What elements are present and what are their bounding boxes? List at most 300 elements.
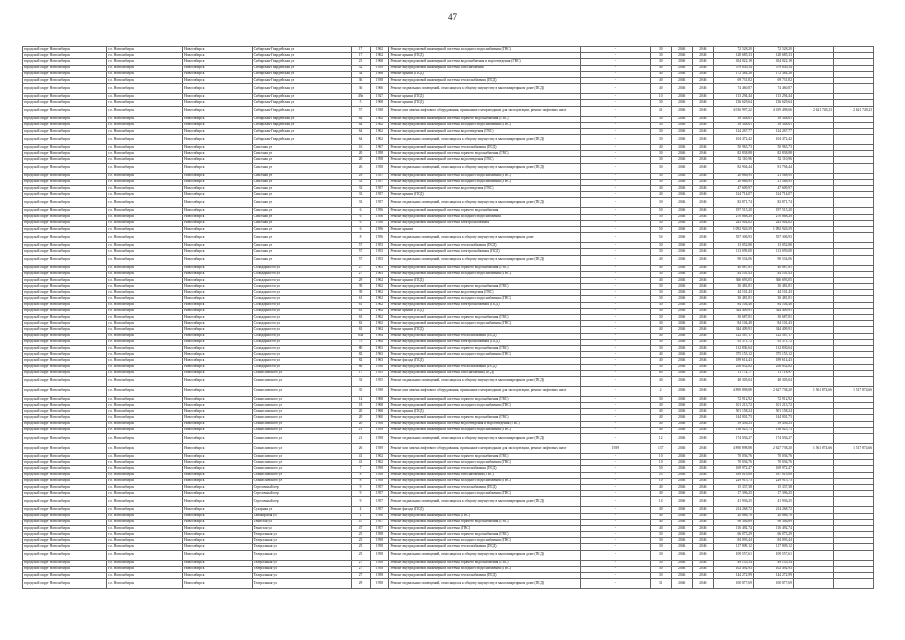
municipality-cell: городской округ Новосибирск: [23, 128, 107, 134]
start-year-cell: 2046: [671, 163, 692, 173]
street-cell: Сиастная ул: [252, 151, 351, 157]
street-cell: Сиастная ул: [252, 186, 351, 192]
year-built-cell: 1955: [370, 370, 389, 376]
street-cell: Солидарности ул: [252, 327, 351, 333]
lifetime-cell: 40: [650, 255, 671, 265]
municipality-cell: городской округ Новосибирск: [23, 466, 107, 472]
work-type-cell: Ремонт подвальных помещений, относящихся к общему имуществу в многоквартирном доме (ПСД): [389, 163, 581, 173]
start-year-cell: 2046: [671, 358, 692, 364]
district-cell: г.о. Новосибирск: [107, 128, 183, 134]
district-cell: г.о. Новосибирск: [107, 538, 183, 544]
end-year-cell: 2046: [692, 173, 713, 179]
amount-cell: 13 052,80: [753, 243, 793, 249]
year-built-cell: 1962: [370, 460, 389, 466]
year-built-cell: 1962: [370, 290, 389, 296]
district-cell: г.о. Новосибирск: [107, 71, 183, 77]
start-year-cell: 2046: [671, 220, 692, 226]
district-cell: г.о. Новосибирск: [107, 135, 183, 145]
start-year-cell: 2046: [671, 376, 692, 386]
year-built-cell: 1956: [370, 364, 389, 370]
end-year-cell: 2046: [692, 277, 713, 283]
house-cell: 21: [351, 434, 370, 444]
municipality-cell: городской округ Новосибирск: [23, 308, 107, 314]
year-built-cell: 1958: [370, 466, 389, 472]
year-built-cell: 1958: [370, 163, 389, 173]
city-cell: Новосибирск: [183, 315, 253, 321]
year-built-cell: 1957: [370, 192, 389, 198]
work-type-cell: Ремонт внутридомовой инженерной системы горячего водоснабжения (ГВС): [389, 560, 581, 566]
lifetime-cell: 40: [650, 71, 671, 77]
cost-cell: 82 904,44: [713, 163, 753, 173]
start-year-cell: 2046: [671, 128, 692, 134]
total-cell: [833, 376, 873, 386]
lifetime-cell: 40: [650, 519, 671, 525]
district-cell: г.о. Новосибирск: [107, 265, 183, 271]
municipality-cell: городской округ Новосибирск: [23, 122, 107, 128]
start-year-cell: 2046: [671, 579, 692, 589]
year-built-cell: 1962: [370, 302, 389, 308]
city-cell: Новосибирск: [183, 434, 253, 444]
street-cell: Станиславского ул: [252, 466, 351, 472]
end-year-cell: 2046: [692, 532, 713, 538]
house-cell: 8: [351, 478, 370, 484]
house-cell: 8: [351, 472, 370, 478]
lifetime-cell: 30: [650, 284, 671, 290]
start-year-cell: 2046: [671, 290, 692, 296]
type-cell: -: [581, 491, 651, 497]
cost-cell: 366 693,05: [713, 277, 753, 283]
district-cell: г.о. Новосибирск: [107, 255, 183, 265]
city-cell: Новосибирск: [183, 358, 253, 364]
lifetime-cell: 30: [650, 249, 671, 255]
type-cell: -: [581, 233, 651, 243]
amount-cell: 344 409,91: [753, 308, 793, 314]
cost-cell: 174 036,27: [713, 434, 753, 444]
end-year-cell: 2046: [692, 186, 713, 192]
house-cell: 63: [351, 315, 370, 321]
street-cell: Станиславского ул: [252, 444, 351, 454]
work-type-cell: Ремонт крыши (ПСД): [389, 192, 581, 198]
municipality-cell: городской округ Новосибирск: [23, 352, 107, 358]
district-cell: г.о. Новосибирск: [107, 550, 183, 560]
house-cell: 39: [351, 290, 370, 296]
municipality-cell: городской округ Новосибирск: [23, 233, 107, 243]
type-cell: -: [581, 327, 651, 333]
amount-cell: 112 830,64: [753, 345, 793, 351]
year-built-cell: 1962: [370, 128, 389, 134]
district-cell: г.о. Новосибирск: [107, 497, 183, 507]
house-cell: 29: [351, 579, 370, 589]
type-cell: -: [581, 145, 651, 151]
street-cell: Сиастная ул: [252, 163, 351, 173]
municipality-cell: городской округ Новосибирск: [23, 192, 107, 198]
district-cell: г.о. Новосибирск: [107, 106, 183, 116]
type-cell: -: [581, 284, 651, 290]
start-year-cell: 2046: [671, 472, 692, 478]
district-cell: г.о. Новосибирск: [107, 525, 183, 531]
city-cell: Новосибирск: [183, 214, 253, 220]
house-cell: 5: [351, 100, 370, 106]
street-cell: Станиславского ул: [252, 472, 351, 478]
lifetime-cell: 30: [650, 220, 671, 226]
district-cell: г.о. Новосибирск: [107, 454, 183, 460]
house-cell: 17: [351, 370, 370, 376]
start-year-cell: 2046: [671, 525, 692, 531]
district-cell: г.о. Новосибирск: [107, 376, 183, 386]
amount-cell: 92 371,72: [753, 339, 793, 345]
street-cell: Станиславского ул: [252, 427, 351, 433]
end-year-cell: 2046: [692, 491, 713, 497]
year-built-cell: 1938: [370, 77, 389, 83]
type-cell: -: [581, 409, 651, 415]
city-cell: Новосибирск: [183, 415, 253, 421]
city-cell: Новосибирск: [183, 192, 253, 198]
amount-cell: 256 632,82: [753, 364, 793, 370]
work-type-cell: Ремонт внутридомовой инженерной системы холодного водоснабжения (ГВС): [389, 427, 581, 433]
start-year-cell: 2046: [671, 122, 692, 128]
municipality-cell: городской округ Новосибирск: [23, 403, 107, 409]
type-cell: -: [581, 345, 651, 351]
cost-cell: 256 632,82: [713, 364, 753, 370]
lifetime-cell: 30: [650, 573, 671, 579]
start-year-cell: 2046: [671, 71, 692, 77]
type-cell: -: [581, 454, 651, 460]
municipality-cell: городской округ Новосибирск: [23, 444, 107, 454]
cost-cell: 379 630,34: [713, 65, 753, 71]
start-year-cell: 2046: [671, 444, 692, 454]
type-cell: -: [581, 249, 651, 255]
municipality-cell: городской округ Новосибирск: [23, 538, 107, 544]
work-type-cell: Ремонт внутридомовой инженерной системы холодного водоснабжения (ГВС): [389, 538, 581, 544]
year-built-cell: 1957: [370, 491, 389, 497]
start-year-cell: 2046: [671, 94, 692, 100]
house-cell: 57: [351, 255, 370, 265]
end-year-cell: 2046: [692, 454, 713, 460]
subtotal-cell: 2 621 749,23: [793, 106, 833, 116]
municipality-cell: городской округ Новосибирск: [23, 47, 107, 53]
end-year-cell: 2046: [692, 116, 713, 122]
type-cell: -: [581, 106, 651, 116]
start-year-cell: 2046: [671, 208, 692, 214]
year-built-cell: 1953: [370, 249, 389, 255]
cost-cell: 172 384,28: [713, 71, 753, 77]
city-cell: Новосибирск: [183, 290, 253, 296]
city-cell: Новосибирск: [183, 544, 253, 550]
table-body: [23, 47, 874, 589]
house-cell: 47: [351, 525, 370, 531]
city-cell: Новосибирск: [183, 560, 253, 566]
year-built-cell: 1962: [370, 277, 389, 283]
street-cell: Театральная ул: [252, 544, 351, 550]
municipality-cell: городской округ Новосибирск: [23, 226, 107, 232]
house-cell: 64: [351, 122, 370, 128]
start-year-cell: 2046: [671, 434, 692, 444]
amount-cell: 214 268,72: [753, 507, 793, 513]
amount-cell: 379 630,34: [753, 65, 793, 71]
work-type-cell: Ремонт крыши: [389, 226, 581, 232]
cost-cell: 113 294,44: [713, 94, 753, 100]
district-cell: г.о. Новосибирск: [107, 59, 183, 65]
cost-cell: 144 001,73: [713, 415, 753, 421]
year-built-cell: 1959: [370, 427, 389, 433]
cost-cell: 113 059,00: [713, 249, 753, 255]
lifetime-cell: 40: [650, 409, 671, 415]
amount-cell: 30 481,81: [753, 296, 793, 302]
district-cell: г.о. Новосибирск: [107, 560, 183, 566]
type-cell: -: [581, 415, 651, 421]
type-cell: -: [581, 566, 651, 572]
subtotal-cell: 1 561 874,66: [793, 386, 833, 396]
work-type-cell: Ремонт внутридомовой инженерной системы теплоснабжения (ПСД): [389, 364, 581, 370]
amount-cell: 47 609,97: [753, 186, 793, 192]
type-cell: -: [581, 579, 651, 589]
year-built-cell: 1960: [370, 415, 389, 421]
lifetime-cell: 40: [650, 507, 671, 513]
district-cell: г.о. Новосибирск: [107, 53, 183, 59]
street-cell: Сибирская-Гвардейская ул: [252, 106, 351, 116]
street-cell: Сиастная ул: [252, 145, 351, 151]
lifetime-cell: 40: [650, 427, 671, 433]
total-cell: [833, 84, 873, 94]
city-cell: Новосибирск: [183, 308, 253, 314]
year-built-cell: 1963: [370, 345, 389, 351]
city-cell: Новосибирск: [183, 186, 253, 192]
start-year-cell: 2046: [671, 532, 692, 538]
end-year-cell: 2046: [692, 65, 713, 71]
total-cell: [833, 255, 873, 265]
year-built-cell: 1966: [370, 84, 389, 94]
start-year-cell: 2046: [671, 77, 692, 83]
type-cell: -: [581, 358, 651, 364]
lifetime-cell: 30: [650, 532, 671, 538]
municipality-cell: городской округ Новосибирск: [23, 173, 107, 179]
amount-cell: 98 346,69: [753, 519, 793, 525]
lifetime-cell: 10: [650, 460, 671, 466]
start-year-cell: 2046: [671, 403, 692, 409]
cost-cell: 52 110,96: [713, 157, 753, 163]
end-year-cell: 2046: [692, 327, 713, 333]
work-type-cell: Ремонт или замена лифтового оборудования, признанного непригодным для эксплуатации, ремонт лифтовых шахт: [389, 106, 581, 116]
amount-cell: 375 153,12: [753, 352, 793, 358]
cost-cell: 124 267,77: [713, 128, 753, 134]
year-built-cell: 1963: [370, 352, 389, 358]
type-cell: -: [581, 472, 651, 478]
municipality-cell: городской округ Новосибирск: [23, 484, 107, 490]
year-built-cell: 1958: [370, 538, 389, 544]
amount-cell: 116 492,74: [753, 525, 793, 531]
house-cell: 6: [351, 214, 370, 220]
total-cell: [833, 497, 873, 507]
street-cell: Солидарности ул: [252, 302, 351, 308]
cost-cell: 82 838,88: [713, 151, 753, 157]
total-cell: 1 517 874,66: [833, 386, 873, 396]
amount-cell: 74 460,87: [753, 84, 793, 94]
district-cell: г.о. Новосибирск: [107, 243, 183, 249]
house-cell: 39: [351, 284, 370, 290]
cost-cell: 66 073,29: [713, 532, 753, 538]
type-cell: -: [581, 333, 651, 339]
end-year-cell: 2046: [692, 151, 713, 157]
type-cell: -: [581, 220, 651, 226]
amount-cell: 109 557,61: [753, 550, 793, 560]
subtotal-cell: [793, 579, 833, 589]
street-cell: Театральная ул: [252, 532, 351, 538]
cost-cell: 70 036,76: [713, 454, 753, 460]
street-cell: Станиславского ул: [252, 454, 351, 460]
street-cell: Станиславского ул: [252, 421, 351, 427]
end-year-cell: 2046: [692, 370, 713, 376]
year-built-cell: 1956: [370, 208, 389, 214]
end-year-cell: 2046: [692, 415, 713, 421]
cost-cell: 69 731,82: [713, 77, 753, 83]
lifetime-cell: 40: [650, 421, 671, 427]
end-year-cell: 2046: [692, 538, 713, 544]
district-cell: г.о. Новосибирск: [107, 308, 183, 314]
end-year-cell: 2046: [692, 339, 713, 345]
amount-cell: 366 693,05: [753, 277, 793, 283]
lifetime-cell: 40: [650, 491, 671, 497]
type-cell: -: [581, 271, 651, 277]
end-year-cell: 2046: [692, 249, 713, 255]
city-cell: Новосибирск: [183, 566, 253, 572]
amount-cell: 2 627 738,20: [753, 444, 793, 454]
type-cell: -: [581, 315, 651, 321]
amount-cell: 501 158,24: [753, 409, 793, 415]
table-row: [23, 579, 874, 589]
cost-cell: 39 348,61: [713, 122, 753, 128]
lifetime-cell: 40: [650, 333, 671, 339]
city-cell: Новосибирск: [183, 220, 253, 226]
end-year-cell: 2046: [692, 243, 713, 249]
year-built-cell: 1953: [370, 255, 389, 265]
cost-cell: 117 809,12: [713, 544, 753, 550]
municipality-cell: городской округ Новосибирск: [23, 566, 107, 572]
year-built-cell: 1957: [370, 186, 389, 192]
start-year-cell: 2046: [671, 106, 692, 116]
house-cell: 61: [351, 302, 370, 308]
municipality-cell: городской округ Новосибирск: [23, 179, 107, 185]
amount-cell: 84 104,40: [753, 302, 793, 308]
start-year-cell: 2046: [671, 100, 692, 106]
municipality-cell: городской округ Новосибирск: [23, 84, 107, 94]
municipality-cell: городской округ Новосибирск: [23, 327, 107, 333]
street-cell: Солидарности ул: [252, 352, 351, 358]
work-type-cell: Ремонт внутридомовой инженерной системы горячего водоснабжения (ГВС): [389, 519, 581, 525]
cost-cell: 109 557,61: [713, 550, 753, 560]
lifetime-cell: 40: [650, 327, 671, 333]
city-cell: Новосибирск: [183, 396, 253, 402]
year-built-cell: 1958: [370, 472, 389, 478]
district-cell: г.о. Новосибирск: [107, 65, 183, 71]
table-row: [23, 233, 874, 243]
type-cell: -: [581, 100, 651, 106]
subtotal-cell: 1 561 874,66: [793, 444, 833, 454]
subtotal-cell: [793, 434, 833, 444]
municipality-cell: городской округ Новосибирск: [23, 77, 107, 83]
type-cell: -: [581, 265, 651, 271]
city-cell: Новосибирск: [183, 352, 253, 358]
end-year-cell: 2046: [692, 84, 713, 94]
district-cell: г.о. Новосибирск: [107, 434, 183, 444]
end-year-cell: 2046: [692, 59, 713, 65]
municipality-cell: городской округ Новосибирск: [23, 579, 107, 589]
street-cell: Солидарности ул: [252, 333, 351, 339]
district-cell: г.о. Новосибирск: [107, 513, 183, 519]
lifetime-cell: 40: [650, 186, 671, 192]
house-cell: 14: [351, 396, 370, 402]
city-cell: Новосибирск: [183, 116, 253, 122]
start-year-cell: 2046: [671, 370, 692, 376]
year-built-cell: 1957: [370, 519, 389, 525]
start-year-cell: 2046: [671, 186, 692, 192]
street-cell: Театральная ул: [252, 538, 351, 544]
district-cell: г.о. Новосибирск: [107, 421, 183, 427]
work-type-cell: Ремонт внутридомовой инженерной системы электроснабжения (ПСД): [389, 339, 581, 345]
house-cell: 6: [351, 208, 370, 214]
end-year-cell: 2046: [692, 179, 713, 185]
work-type-cell: Ремонт подвальных помещений, относящихся к общему имуществу в многоквартирном доме (ПСД): [389, 84, 581, 94]
city-cell: Новосибирск: [183, 386, 253, 396]
district-cell: г.о. Новосибирск: [107, 573, 183, 579]
table-row: [23, 163, 874, 173]
type-cell: -: [581, 135, 651, 145]
amount-cell: 117 809,12: [753, 544, 793, 550]
lifetime-cell: 40: [650, 403, 671, 409]
amount-cell: 17 396,25: [753, 491, 793, 497]
lifetime-cell: 30: [650, 116, 671, 122]
amount-cell: 128 685,33: [753, 53, 793, 59]
municipality-cell: городской округ Новосибирск: [23, 358, 107, 364]
end-year-cell: 2046: [692, 296, 713, 302]
start-year-cell: 2046: [671, 296, 692, 302]
work-type-cell: Ремонт внутридомовой инженерной системы горячего водоснабжения (ГВС): [389, 396, 581, 402]
municipality-cell: городской округ Новосибирск: [23, 376, 107, 386]
street-cell: Сиастная ул: [252, 220, 351, 226]
amount-cell: 82 871,74: [753, 198, 793, 208]
city-cell: Новосибирск: [183, 370, 253, 376]
amount-cell: 100 877,69: [753, 579, 793, 589]
total-cell: [833, 579, 873, 589]
cost-cell: 48 305,04: [713, 376, 753, 386]
year-built-cell: 1956: [370, 513, 389, 519]
start-year-cell: 2046: [671, 65, 692, 71]
house-cell: 57: [351, 243, 370, 249]
lifetime-cell: 10: [650, 478, 671, 484]
lifetime-cell: 30: [650, 345, 671, 351]
lifetime-cell: 40: [650, 525, 671, 531]
street-cell: Театральная ул: [252, 566, 351, 572]
city-cell: Новосибирск: [183, 173, 253, 179]
year-built-cell: 1968: [370, 396, 389, 402]
lifetime-cell: 30: [650, 243, 671, 249]
lifetime-cell: 40: [650, 77, 671, 83]
municipality-cell: городской округ Новосибирск: [23, 100, 107, 106]
end-year-cell: 2046: [692, 157, 713, 163]
municipality-cell: городской округ Новосибирск: [23, 271, 107, 277]
start-year-cell: 2046: [671, 484, 692, 490]
year-built-cell: 1927: [370, 94, 389, 100]
start-year-cell: 2046: [671, 454, 692, 460]
type-cell: -: [581, 277, 651, 283]
subtotal-cell: [793, 135, 833, 145]
cost-cell: 144 272,99: [713, 573, 753, 579]
city-cell: Новосибирск: [183, 321, 253, 327]
work-type-cell: Ремонт внутридомовой инженерной системы холодного водоснабжения (ГВС): [389, 271, 581, 277]
work-type-cell: Ремонт внутридомовой инженерной системы горячего водоснабжения (ГВС): [389, 345, 581, 351]
subtotal-cell: [793, 497, 833, 507]
end-year-cell: 2046: [692, 396, 713, 402]
city-cell: Новосибирск: [183, 573, 253, 579]
